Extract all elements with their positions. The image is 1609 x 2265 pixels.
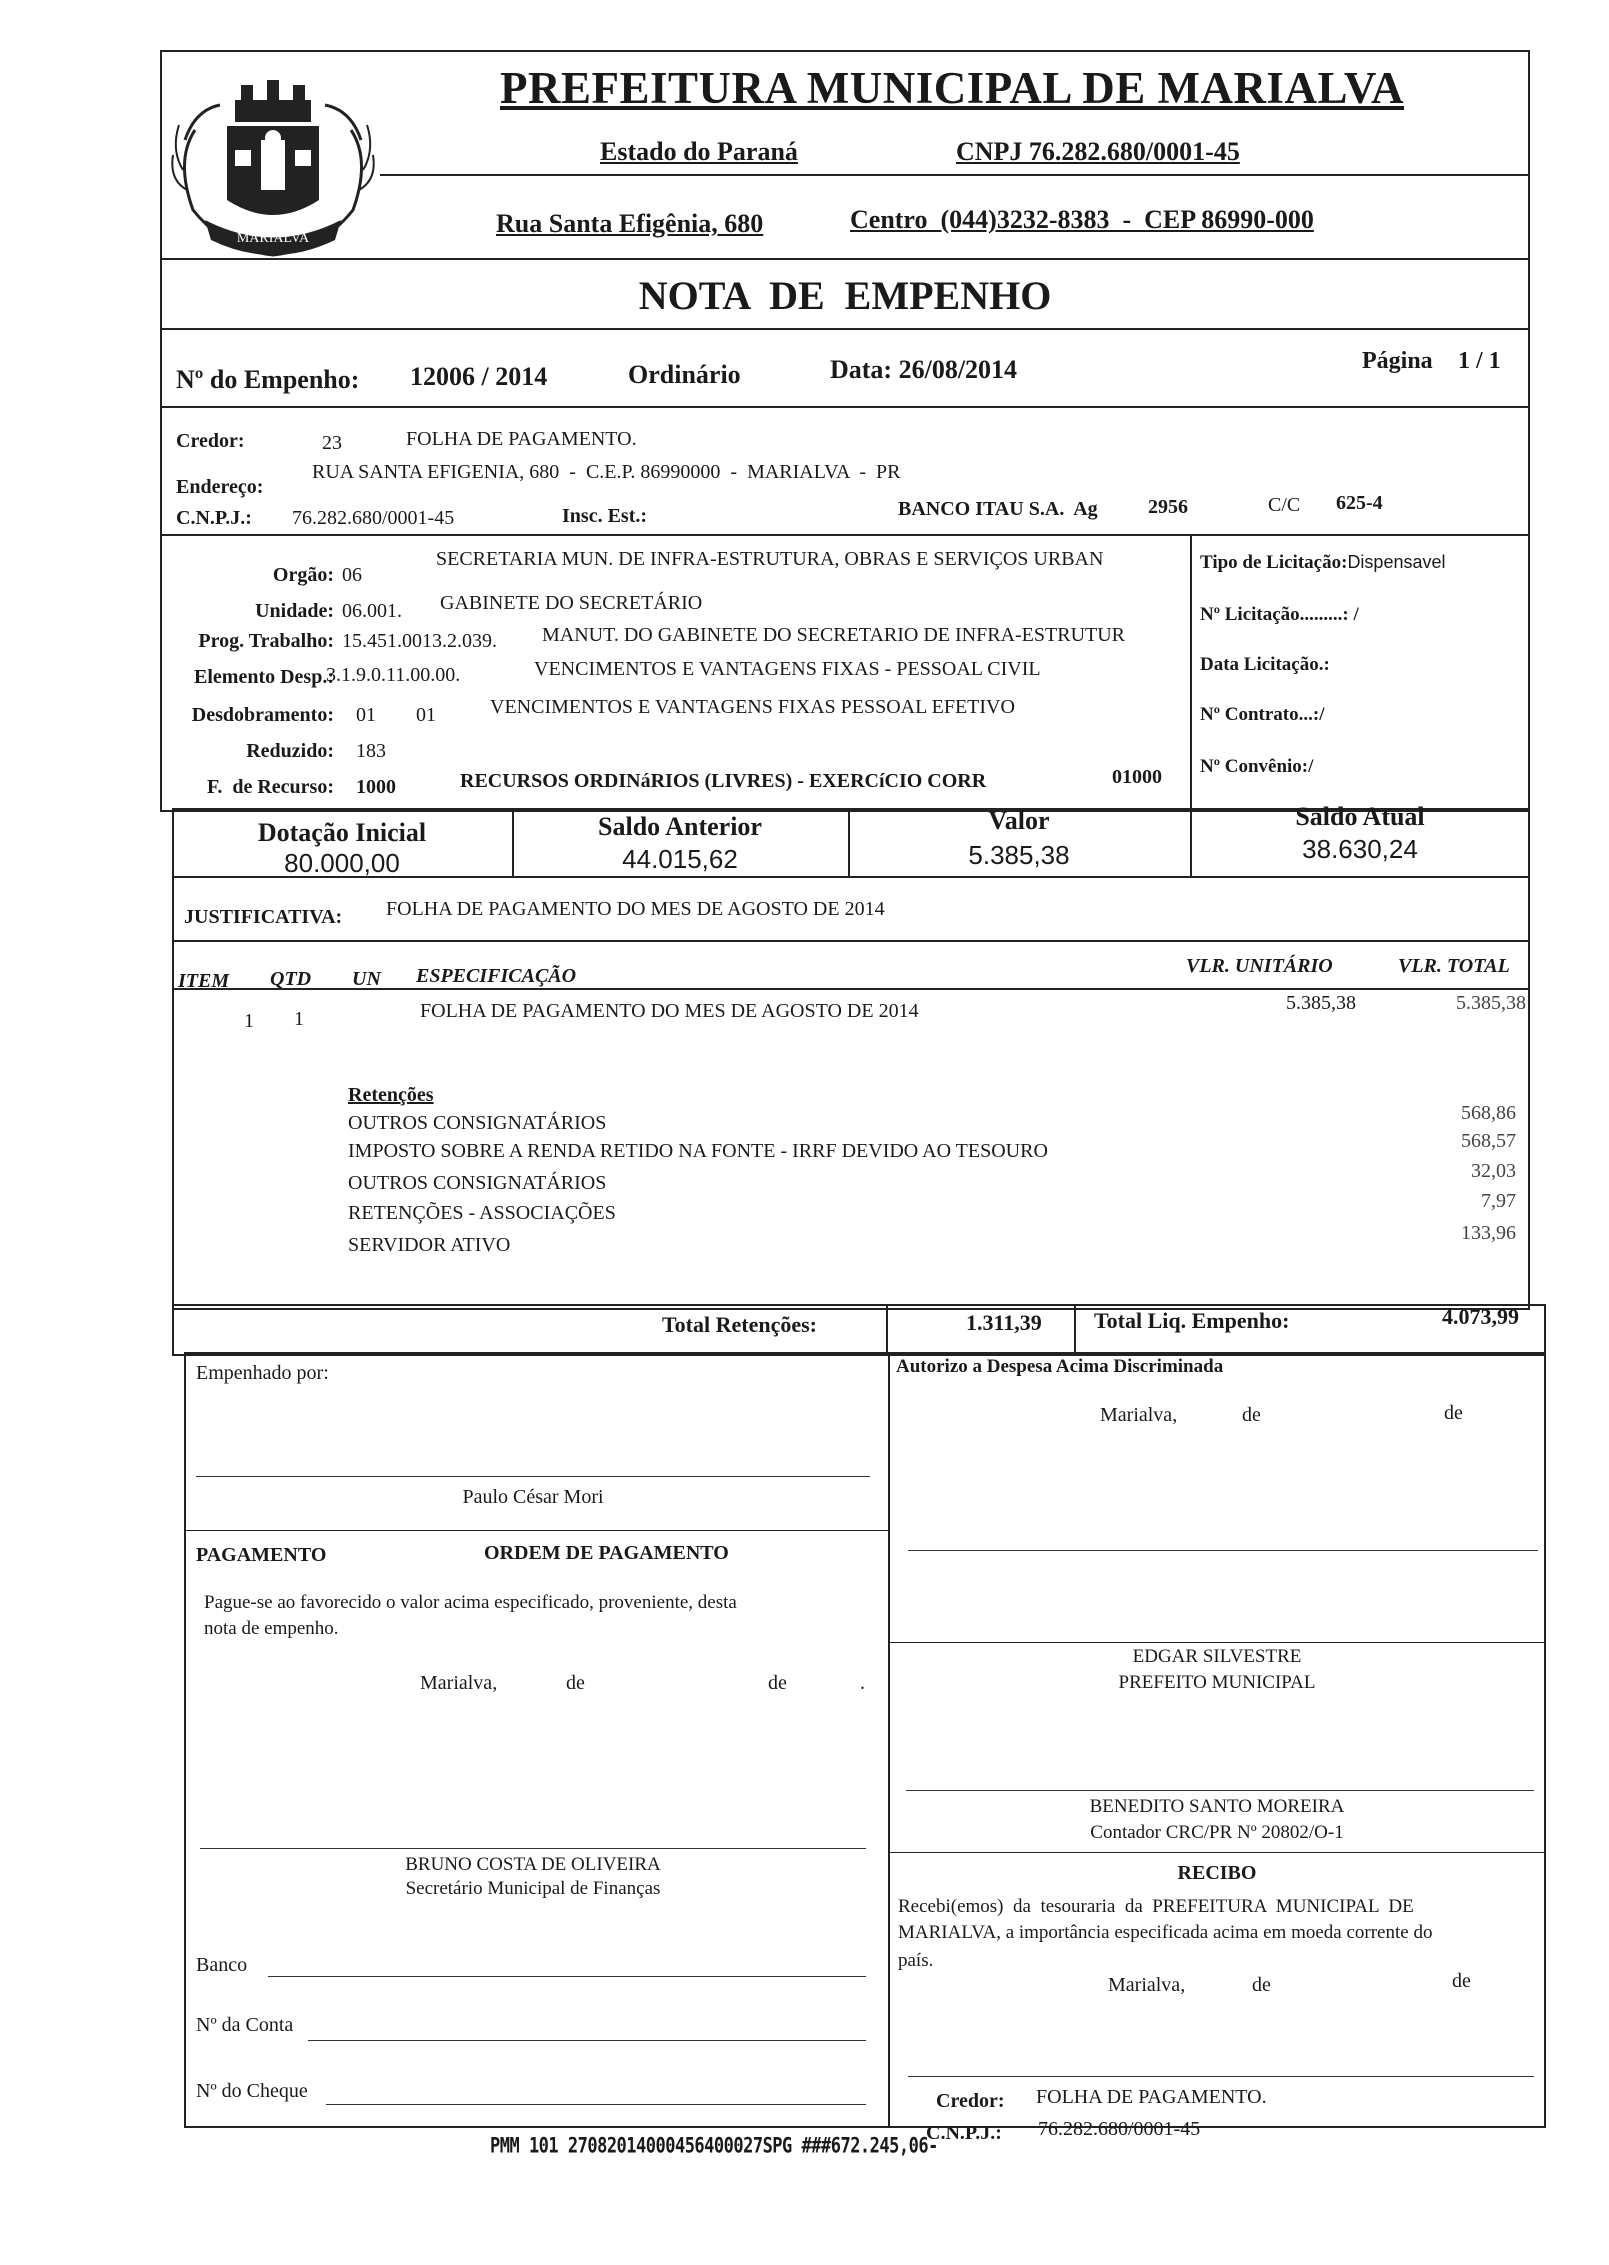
empenho-date: Data: 26/08/2014 xyxy=(830,355,1018,384)
valor-value: 5.385,38 xyxy=(968,840,1070,870)
header-address: Rua Santa Efigênia, 680 xyxy=(496,209,764,238)
prefeito-name: EDGAR SILVESTRE xyxy=(1132,1646,1302,1667)
pagamento-text-1: Pague-se ao favorecido o valor acima especificado, proveniente, desta xyxy=(204,1592,737,1613)
unidade-label: Unidade: xyxy=(255,600,334,622)
row-vtotal: 5.385,38 xyxy=(1456,992,1526,1014)
header-contact: Centro (044)3232-8383 - CEP 86990-000 xyxy=(850,205,1314,234)
header-cnpj: CNPJ 76.282.680/0001-45 xyxy=(956,137,1240,166)
bank-name: BANCO ITAU S.A. Ag xyxy=(898,498,1098,520)
fonte-desc: RECURSOS ORDINáRIOS (LIVRES) - EXERCíCIO CORR xyxy=(460,770,987,792)
justificativa-label: JUSTIFICATIVA: xyxy=(184,906,343,928)
saldo-atual-label: Saldo Atual xyxy=(1295,802,1425,831)
recibo-de-1: de xyxy=(1252,1974,1271,1996)
retencao-desc: SERVIDOR ATIVO xyxy=(348,1234,511,1256)
insc-label: Insc. Est.: xyxy=(562,505,648,527)
pagamento-label: PAGAMENTO xyxy=(196,1544,327,1566)
endereco-label: Endereço: xyxy=(176,476,264,498)
cheque-label: Nº do Cheque xyxy=(196,2080,308,2102)
desdob-b: 01 xyxy=(416,704,436,726)
orgao-label: Orgão: xyxy=(272,564,334,586)
retencao-desc: OUTROS CONSIGNATÁRIOS xyxy=(348,1172,607,1194)
prog-desc: MANUT. DO GABINETE DO SECRETARIO DE INFRA-ESTRUTUR xyxy=(542,624,1126,646)
retencoes-title: Retenções xyxy=(348,1084,434,1106)
pagamento-de-1: de xyxy=(566,1672,585,1694)
elemento-code: 3.1.9.0.11.00.00. xyxy=(326,664,461,686)
secretario-name: BRUNO COSTA DE OLIVEIRA xyxy=(405,1854,661,1875)
retencao-value: 7,97 xyxy=(1481,1190,1516,1212)
col-spec: ESPECIFICAÇÃO xyxy=(416,965,577,987)
retencao-desc: IMPOSTO SOBRE A RENDA RETIDO NA FONTE - IRRF DEVIDO AO TESOURO xyxy=(348,1140,1048,1162)
empenhado-name: Paulo César Mori xyxy=(462,1486,604,1508)
page-number: 1 / 1 xyxy=(1458,348,1501,374)
dotacao-inicial-label: Dotação Inicial xyxy=(257,818,427,847)
num-convenio: Nº Convênio:/ xyxy=(1200,756,1314,777)
total-retencoes-label: Total Retenções: xyxy=(662,1312,817,1337)
unidade-code: 06.001. xyxy=(342,600,402,622)
lower-box xyxy=(184,1352,1546,2128)
recibo-credor-value: FOLHA DE PAGAMENTO. xyxy=(1036,2086,1267,2108)
reduzido-value: 183 xyxy=(356,740,386,762)
retencao-value: 568,57 xyxy=(1461,1130,1516,1152)
credor-code: 23 xyxy=(322,432,342,454)
prog-code: 15.451.0013.2.039. xyxy=(342,630,497,652)
total-liq-label: Total Liq. Empenho: xyxy=(1094,1308,1290,1333)
pagamento-city: Marialva, xyxy=(420,1672,498,1694)
autorizo-de-2: de xyxy=(1444,1402,1463,1424)
row-vunit: 5.385,38 xyxy=(1286,992,1356,1014)
retencao-value: 133,96 xyxy=(1461,1222,1516,1244)
tipo-licitacao-label: Tipo de Licitação: xyxy=(1200,552,1348,573)
page-label: Página xyxy=(1362,348,1433,374)
recibo-cnpj-label: C.N.P.J.: xyxy=(926,2122,1002,2144)
cnpj-label: C.N.P.J.: xyxy=(176,507,252,529)
row-item: 1 xyxy=(244,1010,254,1032)
empenho-type: Ordinário xyxy=(628,360,741,389)
row-qtd: 1 xyxy=(294,1008,304,1030)
recibo-title: RECIBO xyxy=(1177,1862,1257,1884)
ordem-pagamento-label: ORDEM DE PAGAMENTO xyxy=(484,1542,729,1564)
header-title: PREFEITURA MUNICIPAL DE MARIALVA xyxy=(500,63,1405,113)
col-vtotal: VLR. TOTAL xyxy=(1398,955,1510,977)
autorizo-city: Marialva, xyxy=(1100,1404,1178,1426)
recibo-cnpj-value: 76.282.680/0001-45 xyxy=(1038,2118,1201,2140)
retencao-desc: OUTROS CONSIGNATÁRIOS xyxy=(348,1112,607,1134)
unidade-desc: GABINETE DO SECRETÁRIO xyxy=(440,592,703,614)
credor-label: Credor: xyxy=(176,430,245,452)
total-retencoes-value: 1.311,39 xyxy=(966,1310,1042,1335)
pagamento-dot: . xyxy=(860,1672,865,1694)
crest-banner-text: MARIALVA xyxy=(236,231,310,246)
reduzido-label: Reduzido: xyxy=(246,740,334,762)
cnpj-value: 76.282.680/0001-45 xyxy=(292,507,455,529)
secretario-role: Secretário Municipal de Finanças xyxy=(405,1878,661,1899)
totais-box xyxy=(172,1304,1546,1356)
cc-label: C/C xyxy=(1268,494,1301,516)
fonte-code: 1000 xyxy=(356,776,396,798)
cheque-field[interactable] xyxy=(326,2104,866,2105)
saldo-anterior-label: Saldo Anterior xyxy=(598,812,762,841)
recibo-credor-label: Credor: xyxy=(936,2090,1005,2112)
num-contrato: Nº Contrato...:/ xyxy=(1200,704,1325,725)
retencao-value: 568,86 xyxy=(1461,1102,1516,1124)
pagamento-de-2: de xyxy=(768,1672,787,1694)
row-spec: FOLHA DE PAGAMENTO DO MES DE AGOSTO DE 2014 xyxy=(420,1000,919,1022)
prefeito-role: PREFEITO MUNICIPAL xyxy=(1118,1672,1316,1693)
num-licitacao: Nº Licitação.........: / xyxy=(1200,604,1359,625)
tipo-licitacao xyxy=(1200,552,1446,574)
col-item: ITEM xyxy=(178,970,230,992)
empenho-label: Nº do Empenho: xyxy=(176,365,360,394)
saldo-atual-value: 38.630,24 xyxy=(1302,834,1418,864)
saldo-anterior-value: 44.015,62 xyxy=(622,844,738,874)
footer-code: PMM 101 27082014000456400027SPG ###672.245,06- xyxy=(490,2133,938,2159)
total-liq-value: 4.073,99 xyxy=(1442,1304,1519,1329)
col-un: UN xyxy=(352,968,381,990)
elemento-desc: VENCIMENTOS E VANTAGENS FIXAS - PESSOAL CIVIL xyxy=(534,658,1041,680)
col-vunit: VLR. UNITÁRIO xyxy=(1186,955,1333,977)
cc-value: 625-4 xyxy=(1336,492,1383,514)
banco-field[interactable] xyxy=(268,1976,866,1977)
municipal-crest-logo xyxy=(165,70,380,270)
recibo-line-2: MARIALVA, a importância especificada acima em moeda corrente do xyxy=(898,1922,1433,1943)
elemento-label: Elemento Desp.: xyxy=(194,666,334,688)
retencao-desc: RETENÇÕES - ASSOCIAÇÕES xyxy=(348,1202,616,1224)
bank-agency: 2956 xyxy=(1148,496,1188,518)
recibo-line-3: país. xyxy=(898,1950,934,1971)
fonte-number: 01000 xyxy=(1112,766,1162,788)
conta-label: Nº da Conta xyxy=(196,2014,294,2036)
retencao-value: 32,03 xyxy=(1471,1160,1516,1182)
tipo-licitacao-value: Dispensavel xyxy=(1347,552,1446,572)
desdob-desc: VENCIMENTOS E VANTAGENS FIXAS PESSOAL EFETIVO xyxy=(490,696,1015,718)
col-qtd: QTD xyxy=(270,968,312,990)
recibo-de-2: de xyxy=(1452,1970,1471,1992)
desdob-label: Desdobramento: xyxy=(191,704,334,726)
prog-label: Prog. Trabalho: xyxy=(198,630,334,652)
data-licitacao: Data Licitação.: xyxy=(1200,654,1330,675)
orgao-code: 06 xyxy=(342,564,362,586)
contador-name: BENEDITO SANTO MOREIRA xyxy=(1089,1796,1345,1817)
empenho-number: 12006 / 2014 xyxy=(410,362,548,391)
autorizo-de-1: de xyxy=(1242,1404,1261,1426)
banco-label: Banco xyxy=(196,1954,248,1976)
endereco-value: RUA SANTA EFIGENIA, 680 - C.E.P. 86990000 - MARIALVA - PR xyxy=(312,461,901,483)
dotacao-inicial-value: 80.000,00 xyxy=(284,848,400,878)
justificativa-text: FOLHA DE PAGAMENTO DO MES DE AGOSTO DE 2014 xyxy=(386,898,885,920)
header-state: Estado do Paraná xyxy=(600,137,798,166)
recibo-line-1: Recebi(emos) da tesouraria da PREFEITURA MUNICIPAL DE xyxy=(898,1896,1414,1917)
autorizo-label: Autorizo a Despesa Acima Discriminada xyxy=(896,1356,1224,1377)
contador-role: Contador CRC/PR Nº 20802/O-1 xyxy=(1090,1822,1344,1843)
desdob-a: 01 xyxy=(356,704,376,726)
credor-name: FOLHA DE PAGAMENTO. xyxy=(406,428,637,450)
orgao-desc: SECRETARIA MUN. DE INFRA-ESTRUTURA, OBRAS E SERVIÇOS URBAN xyxy=(436,548,1104,570)
valor-label: Valor xyxy=(988,806,1050,835)
recibo-city: Marialva, xyxy=(1108,1974,1186,1996)
doc-title: NOTA DE EMPENHO xyxy=(638,273,1052,318)
pagamento-text-2: nota de empenho. xyxy=(204,1618,339,1639)
fonte-label: F. de Recurso: xyxy=(206,776,334,798)
empenhado-label: Empenhado por: xyxy=(196,1362,329,1384)
conta-field[interactable] xyxy=(308,2040,866,2041)
